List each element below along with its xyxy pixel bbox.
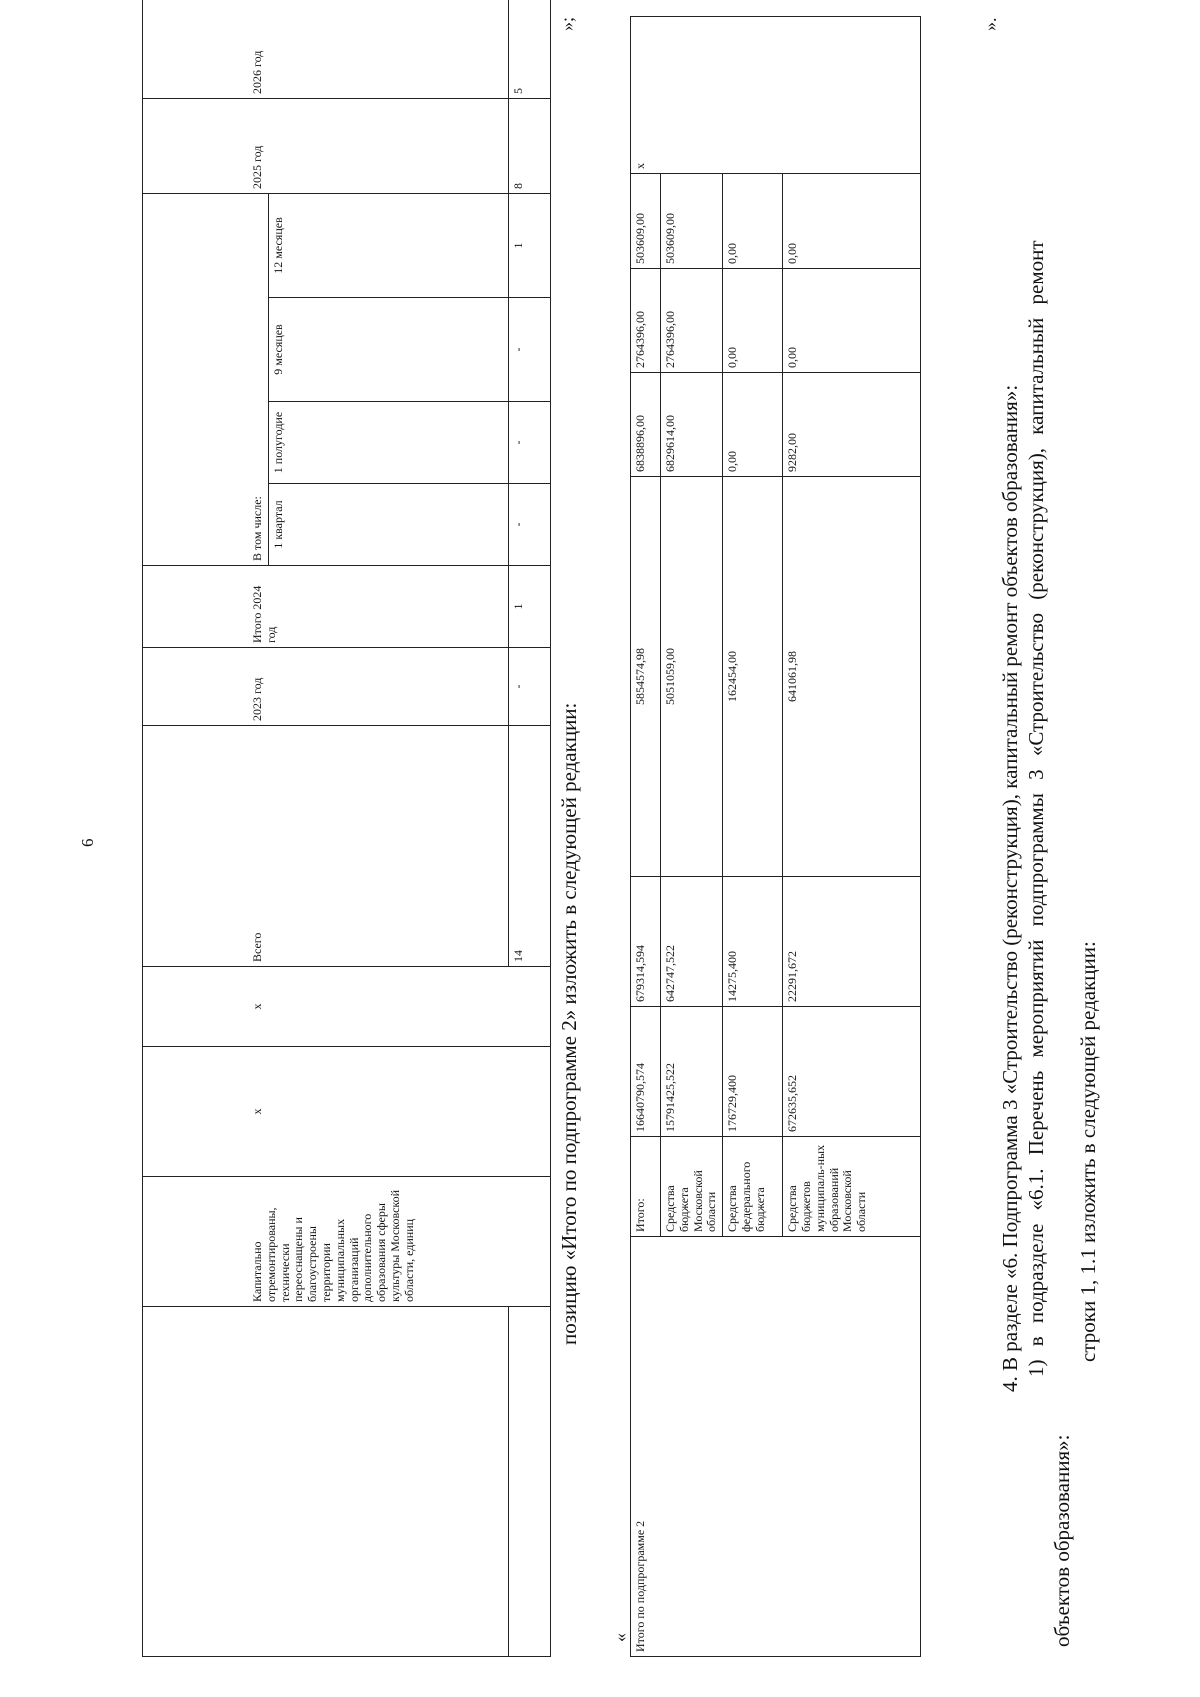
instruction-text: позицию «Итого по подпрограмме 2» изложить в следующей редакции: [557, 702, 581, 1345]
value-2023: 679314,594 [631, 877, 661, 1007]
empty-cell [508, 1307, 550, 1657]
header-q1: 1 квартал [268, 484, 508, 566]
open-quote: « [610, 1633, 630, 1642]
header-h1: 1 полугодие [268, 402, 508, 484]
value-total: 672635,652 [783, 1007, 921, 1137]
funding-source: Средства федерального бюджета [723, 1137, 783, 1237]
closing-quote: »; [557, 16, 577, 31]
value-2024: 5854574,98 [631, 477, 661, 877]
page-number: 6 [78, 838, 97, 847]
x-cell: х [143, 967, 551, 1047]
value-12m: 1 [508, 193, 550, 297]
paragraph-rows: строки 1, 1.1 изложить в следующей редакции: [1076, 941, 1100, 1362]
value-2025: 6829614,00 [661, 373, 723, 477]
header-12m: 12 месяцев [268, 193, 508, 297]
value-2027: 0,00 [723, 174, 783, 269]
header-2023: 2023 год [143, 648, 509, 726]
indicator-table [142, 0, 551, 1657]
table-row [631, 17, 661, 1657]
value-2023: 642747,522 [661, 877, 723, 1007]
x-cell: х [631, 17, 921, 174]
value-q1: - [508, 484, 550, 566]
subprogram-title: Итого по подпрограмме 2 [631, 1237, 921, 1657]
header-2025: 2025 год [143, 98, 509, 193]
value-2025: 9282,00 [783, 373, 921, 477]
funding-source: Средства бюджетов муниципаль-ных образований Московской области [783, 1137, 921, 1237]
header-total-2024: Итого 2024 год [143, 566, 509, 648]
header-total: Всего [143, 726, 509, 967]
indicator-name: Капитально отремонтированы, технически переоснащены и благоустроены территории муниципальных организаций дополнительного образования сферы культуры Московской области, единиц [143, 1177, 551, 1307]
value-2026: 2764396,00 [631, 269, 661, 373]
paragraph-4-1: 1) в подразделе «6.1. Перечень мероприятий подпрограммы 3 «Строительство (реконструкция), капитальный ремонт [1024, 240, 1048, 1377]
value-2025: 0,00 [723, 373, 783, 477]
funding-source: Итого: [631, 1137, 661, 1237]
value-total: 14 [508, 726, 550, 967]
x-cell: х [143, 1047, 551, 1177]
paragraph-4: 4. В разделе «6. Подпрограмма 3 «Строительство (реконструкция), капитальный ремонт объектов образования»: [998, 384, 1022, 1392]
value-2023: - [508, 648, 550, 726]
value-total: 16640790,574 [631, 1007, 661, 1137]
value-2025: 6838896,00 [631, 373, 661, 477]
header-2026: 2026 год [143, 0, 509, 98]
value-2026: 5 [508, 0, 550, 98]
value-total: 176729,400 [723, 1007, 783, 1137]
value-total: 15791425,522 [661, 1007, 723, 1137]
value-2026: 0,00 [783, 269, 921, 373]
value-2027: 503609,00 [661, 174, 723, 269]
empty-cell [143, 1307, 509, 1657]
value-2023: 14275,400 [723, 877, 783, 1007]
header-incl: В том числе: [143, 193, 269, 565]
closing-quote: ». [980, 17, 1000, 31]
value-total-2024: 1 [508, 566, 550, 648]
funding-source: Средства бюджета Московской области [661, 1137, 723, 1237]
value-2026: 0,00 [723, 269, 783, 373]
value-2024: 5051059,00 [661, 477, 723, 877]
value-2024: 641061,98 [783, 477, 921, 877]
subprogram-total-table [630, 16, 921, 1657]
header-9m: 9 месяцев [268, 298, 508, 402]
value-2026: 2764396,00 [661, 269, 723, 373]
paragraph-4-1-cont: объектов образования»: [1050, 1434, 1074, 1647]
value-h1: - [508, 402, 550, 484]
value-2025: 8 [508, 98, 550, 193]
value-9m: - [508, 298, 550, 402]
value-2024: 162454,00 [723, 477, 783, 877]
value-2023: 22291,672 [783, 877, 921, 1007]
value-2027: 503609,00 [631, 174, 661, 269]
value-2027: 0,00 [783, 174, 921, 269]
